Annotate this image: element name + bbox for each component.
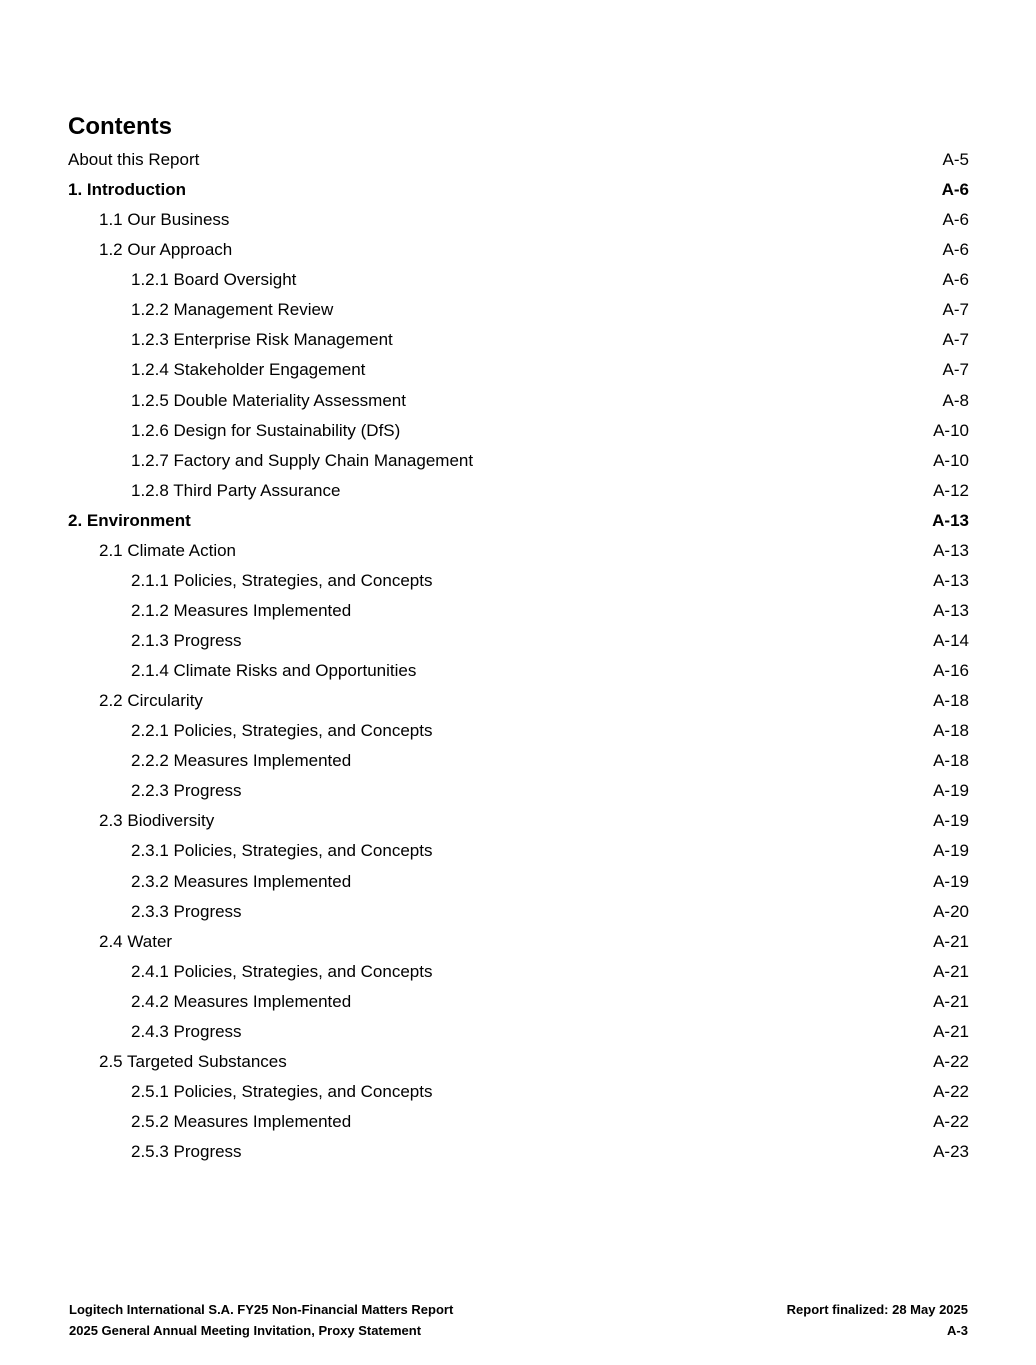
toc-entry-page: A-6	[942, 270, 969, 290]
toc-entry-page: A-6	[942, 240, 969, 260]
toc-entry[interactable]	[68, 867, 969, 897]
toc-entry-label: 1.2 Our Approach	[99, 240, 233, 260]
toc-entry-label: 2.2.2 Measures Implemented	[131, 751, 352, 771]
toc-entry[interactable]	[68, 1047, 969, 1077]
toc-entry-page: A-7	[942, 360, 969, 380]
toc-entry[interactable]	[68, 836, 969, 866]
toc-entry-page: A-12	[933, 480, 969, 500]
toc-entry-page: A-18	[933, 721, 969, 741]
toc-entry-label: 1. Introduction	[68, 180, 187, 200]
toc-entry-page: A-7	[942, 300, 969, 320]
toc-entry[interactable]	[68, 897, 969, 927]
toc-entry[interactable]	[68, 476, 969, 506]
toc-entry-page: A-19	[933, 811, 969, 831]
toc-entry-page: A-21	[933, 961, 969, 981]
footer-page-number: A-3	[947, 1323, 968, 1338]
toc-entry-label: About this Report	[68, 150, 200, 169]
toc-entry[interactable]	[68, 776, 969, 806]
toc-entry-label: 1.2.7 Factory and Supply Chain Management	[131, 450, 474, 470]
toc-entry-page: A-19	[933, 841, 969, 861]
toc-entry[interactable]	[68, 686, 969, 716]
toc-entry-page: A-21	[933, 991, 969, 1011]
toc-entry-label: 1.2.8 Third Party Assurance	[131, 480, 341, 500]
toc-entry-label: 1.1 Our Business	[99, 210, 230, 230]
toc-entry-page: A-13	[932, 510, 969, 530]
toc-entry-label: 2.5.3 Progress	[131, 1142, 242, 1162]
toc-entry[interactable]	[68, 446, 969, 476]
toc-entry-label: 2. Environment	[68, 510, 191, 530]
toc-entry-label: 2.4 Water	[99, 931, 173, 951]
toc-entry-label: 2.3.2 Measures Implemented	[131, 871, 352, 891]
toc-entry[interactable]	[68, 506, 969, 536]
toc-entry-page: A-22	[933, 1051, 969, 1071]
footer-meeting-title: 2025 General Annual Meeting Invitation, Proxy Statement	[69, 1323, 422, 1338]
toc-entry[interactable]	[68, 355, 969, 385]
toc-entry[interactable]	[68, 987, 969, 1017]
toc-entry-page: A-5	[942, 150, 969, 169]
footer-row-1	[69, 1299, 968, 1320]
toc-entry-page: A-6	[942, 210, 969, 230]
toc-entry-label: 2.1.3 Progress	[131, 631, 242, 650]
toc-entry[interactable]	[68, 536, 969, 566]
toc-entry[interactable]	[68, 265, 969, 295]
toc-entry[interactable]	[68, 1107, 969, 1137]
toc-entry-page: A-21	[933, 1021, 969, 1041]
footer-row-2	[69, 1320, 968, 1341]
toc-entry-page: A-19	[933, 871, 969, 891]
toc-entry-page: A-8	[942, 390, 969, 410]
toc-entry-label: 2.5 Targeted Substances	[99, 1051, 287, 1071]
toc-entry[interactable]	[68, 325, 969, 355]
toc-entry-page: A-10	[933, 450, 969, 470]
toc-entry[interactable]	[68, 1137, 969, 1167]
toc-entry[interactable]	[68, 416, 969, 446]
toc-entry-label: 1.2.5 Double Materiality Assessment	[131, 390, 406, 410]
toc-entry-label: 2.2.3 Progress	[131, 781, 242, 801]
page-footer	[69, 1299, 968, 1341]
toc-entry-label: 2.4.3 Progress	[131, 1021, 242, 1041]
toc-entry[interactable]	[68, 626, 969, 656]
toc-entry-page: A-22	[933, 1112, 969, 1131]
toc-entry-label: 2.2 Circularity	[99, 691, 203, 711]
toc-entry-label: 2.3 Biodiversity	[99, 811, 215, 831]
table-of-contents	[68, 145, 969, 1167]
toc-entry-page: A-23	[933, 1142, 969, 1162]
toc-entry-label: 1.2.4 Stakeholder Engagement	[131, 360, 366, 380]
toc-entry-page: A-21	[933, 931, 969, 951]
toc-entry-page: A-10	[933, 420, 969, 440]
footer-finalized-date: Report finalized: 28 May 2025	[786, 1302, 968, 1317]
toc-entry[interactable]	[68, 596, 969, 626]
toc-entry-label: 2.1 Climate Action	[99, 540, 237, 560]
toc-entry-page: A-18	[933, 751, 969, 771]
toc-entry-label: 1.2.6 Design for Sustainability (DfS)	[131, 420, 401, 440]
toc-entry[interactable]	[68, 656, 969, 686]
toc-entry-label: 2.4.2 Measures Implemented	[131, 991, 352, 1011]
toc-entry-label: 2.1.4 Climate Risks and Opportunities	[131, 661, 417, 681]
toc-entry[interactable]	[68, 566, 969, 596]
toc-entry[interactable]	[68, 746, 969, 776]
toc-entry-label: 2.3.3 Progress	[131, 901, 242, 921]
toc-entry[interactable]	[68, 175, 969, 205]
toc-entry-label: 2.1.2 Measures Implemented	[131, 600, 352, 620]
toc-entry[interactable]	[68, 716, 969, 746]
toc-entry-label: 2.1.1 Policies, Strategies, and Concepts	[131, 570, 433, 590]
toc-entry-page: A-22	[933, 1081, 969, 1101]
toc-entry[interactable]	[68, 145, 969, 175]
toc-entry[interactable]	[68, 806, 969, 836]
toc-entry-page: A-7	[942, 330, 969, 350]
toc-entry-label: 2.2.1 Policies, Strategies, and Concepts	[131, 721, 433, 741]
toc-entry-page: A-20	[933, 901, 969, 921]
toc-entry[interactable]	[68, 957, 969, 987]
toc-entry-page: A-13	[933, 600, 969, 620]
toc-entry-page: A-14	[933, 631, 969, 650]
toc-entry[interactable]	[68, 235, 969, 265]
toc-entry-label: 2.3.1 Policies, Strategies, and Concepts	[131, 841, 433, 861]
toc-entry-label: 1.2.1 Board Oversight	[131, 270, 297, 290]
toc-entry-label: 2.5.2 Measures Implemented	[131, 1112, 352, 1131]
toc-entry[interactable]	[68, 1077, 969, 1107]
toc-entry-label: 1.2.2 Management Review	[131, 300, 334, 320]
toc-entry[interactable]	[68, 386, 969, 416]
toc-entry-page: A-13	[933, 540, 969, 560]
footer-report-title: Logitech International S.A. FY25 Non-Financial Matters Report	[69, 1302, 454, 1317]
toc-entry-page: A-16	[933, 661, 969, 681]
toc-entry[interactable]	[68, 295, 969, 325]
toc-entry[interactable]	[68, 205, 969, 235]
toc-entry-label: 2.5.1 Policies, Strategies, and Concepts	[131, 1081, 433, 1101]
toc-entry-label: 1.2.3 Enterprise Risk Management	[131, 330, 393, 350]
toc-entry-page: A-6	[941, 180, 969, 200]
page-title: Contents	[68, 113, 172, 140]
toc-entry-page: A-19	[933, 781, 969, 801]
toc-entry-page: A-13	[933, 570, 969, 590]
toc-entry-page: A-18	[933, 691, 969, 711]
toc-entry[interactable]	[68, 927, 969, 957]
toc-entry[interactable]	[68, 1017, 969, 1047]
toc-entry-label: 2.4.1 Policies, Strategies, and Concepts	[131, 961, 433, 981]
